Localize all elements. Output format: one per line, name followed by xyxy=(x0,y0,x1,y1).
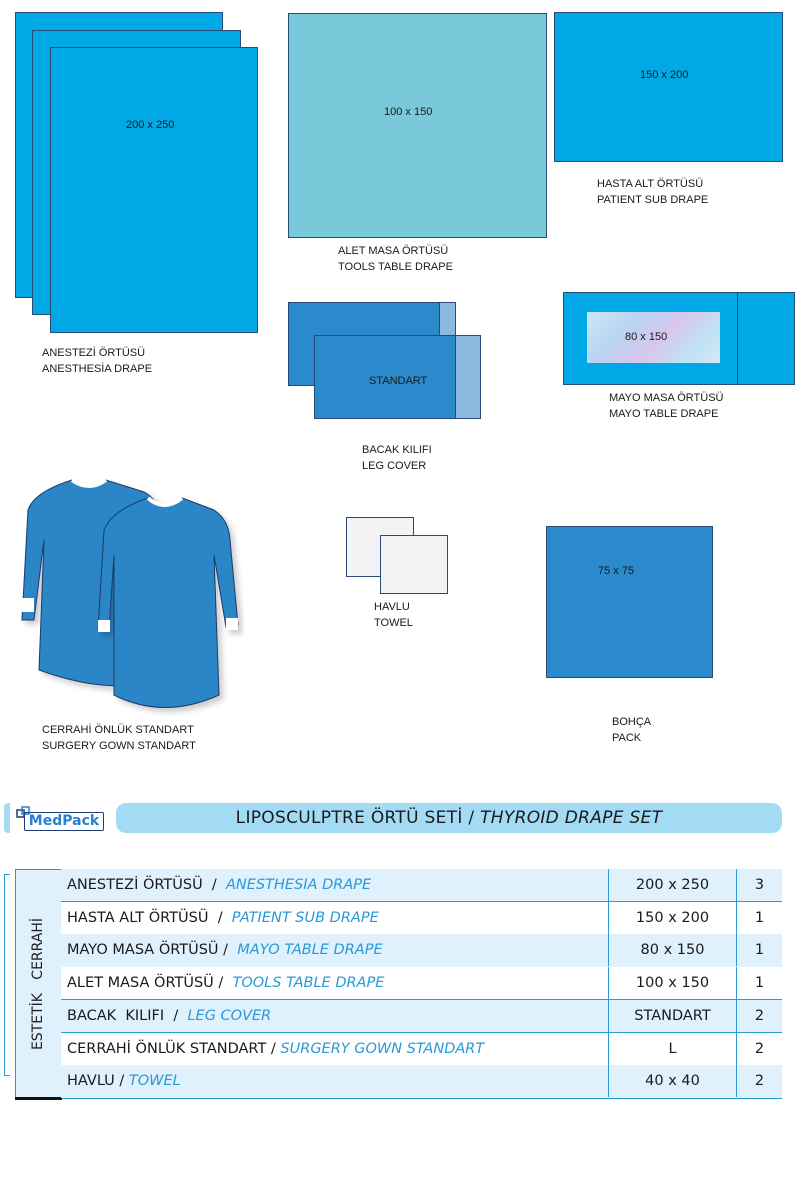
item-name-cell xyxy=(67,1065,181,1097)
surgery-gown-label-tr: CERRAHİ ÖNLÜK STANDART xyxy=(42,724,194,736)
table-row xyxy=(61,1065,782,1098)
category-label: ESTETİK CERRAHİ xyxy=(30,917,46,1051)
table-row xyxy=(61,902,782,935)
item-quantity-cell: 2 xyxy=(736,1065,782,1097)
item-size-cell: 150 x 200 xyxy=(608,902,736,934)
anesthesia-drape-sheet-front xyxy=(50,47,258,333)
mayo-table-drape-cover-area xyxy=(587,312,720,363)
pack-sheet xyxy=(546,526,713,678)
table-row xyxy=(61,869,782,902)
item-name-cell xyxy=(67,934,383,966)
category-bracket xyxy=(4,874,10,1076)
item-name-cell xyxy=(67,902,379,934)
leg-cover-size: STANDART xyxy=(369,375,428,387)
patient-sub-drape-label-en: PATIENT SUB DRAPE xyxy=(597,194,709,206)
item-size-cell: 80 x 150 xyxy=(608,934,736,966)
item-name-tr: MAYO MASA ÖRTÜSÜ / xyxy=(67,942,238,959)
title-separator: / xyxy=(462,808,481,828)
table-row xyxy=(61,1033,782,1066)
leg-cover-front-flap xyxy=(454,335,481,419)
item-name-en: LEG COVER xyxy=(187,1007,272,1024)
gown-front-icon xyxy=(98,498,238,708)
item-name-en: TOOLS TABLE DRAPE xyxy=(232,975,385,992)
item-size-cell: 40 x 40 xyxy=(608,1065,736,1097)
logo-text: MedPack xyxy=(24,812,104,831)
title-en: THYROID DRAPE SET xyxy=(480,808,663,828)
leg-cover-label-en: LEG COVER xyxy=(362,460,427,472)
table-row xyxy=(61,1000,782,1033)
towel-front xyxy=(380,535,448,594)
item-name-en: SURGERY GOWN STANDART xyxy=(280,1040,485,1057)
item-name-en: MAYO TABLE DRAPE xyxy=(237,942,383,959)
pack-label-en: PACK xyxy=(612,732,642,744)
item-quantity-cell: 2 xyxy=(736,1033,782,1065)
anesthesia-drape-label-en: ANESTHESİA DRAPE xyxy=(42,363,153,375)
mayo-table-drape-label-tr: MAYO MASA ÖRTÜSÜ xyxy=(609,392,724,404)
item-name-cell xyxy=(67,1000,271,1032)
item-name-cell xyxy=(67,967,384,999)
item-size-cell: STANDART xyxy=(608,1000,736,1032)
patient-sub-drape-label-tr: HASTA ALT ÖRTÜSÜ xyxy=(597,178,704,190)
item-name-cell xyxy=(67,869,371,901)
medpack-logo xyxy=(16,806,108,832)
surgery-gown-illustration xyxy=(14,470,244,720)
item-quantity-cell: 1 xyxy=(736,967,782,999)
item-name-en: TOWEL xyxy=(128,1073,181,1090)
title-tr: LIPOSCULPTRE ÖRTÜ SETİ xyxy=(235,808,463,828)
tools-table-drape-sheet xyxy=(288,13,547,238)
pack-size: 75 x 75 xyxy=(598,565,635,577)
leg-cover-front xyxy=(314,335,456,419)
tools-table-drape-size: 100 x 150 xyxy=(384,106,433,118)
item-name-cell xyxy=(67,1033,484,1065)
tools-table-drape-label-en: TOOLS TABLE DRAPE xyxy=(338,261,453,273)
tools-table-drape-label-tr: ALET MASA ÖRTÜSÜ xyxy=(338,245,449,257)
mayo-table-drape-label-en: MAYO TABLE DRAPE xyxy=(609,408,719,420)
pack-label-tr: BOHÇA xyxy=(612,716,652,728)
item-size-cell: 100 x 150 xyxy=(608,967,736,999)
table-row xyxy=(61,934,782,967)
item-quantity-cell: 1 xyxy=(736,934,782,966)
mayo-table-drape-sheet xyxy=(563,292,795,385)
page-title xyxy=(116,803,782,833)
item-size-cell: L xyxy=(608,1033,736,1065)
patient-sub-drape-size: 150 x 200 xyxy=(640,69,689,81)
item-quantity-cell: 3 xyxy=(736,869,782,901)
patient-sub-drape-sheet xyxy=(554,12,783,162)
anesthesia-drape-label-tr: ANESTEZİ ÖRTÜSÜ xyxy=(42,347,146,359)
item-name-tr: HAVLU / xyxy=(67,1073,129,1090)
table-row xyxy=(61,967,782,1000)
surgery-gown-label-en: SURGERY GOWN STANDART xyxy=(42,740,196,752)
item-name-tr: BACAK KILIFI / xyxy=(67,1007,188,1024)
towel-label-tr: HAVLU xyxy=(374,601,410,613)
item-name-tr: CERRAHİ ÖNLÜK STANDART / xyxy=(67,1040,281,1057)
mayo-table-drape-fold-line xyxy=(737,293,738,384)
item-name-tr: HASTA ALT ÖRTÜSÜ / xyxy=(67,909,232,926)
item-name-en: ANESTHESIA DRAPE xyxy=(226,877,372,893)
item-name-tr: ALET MASA ÖRTÜSÜ / xyxy=(67,975,233,992)
item-quantity-cell: 1 xyxy=(736,902,782,934)
towel-label-en: TOWEL xyxy=(374,617,413,629)
anesthesia-drape-size: 200 x 250 xyxy=(126,119,175,131)
mayo-table-drape-size: 80 x 150 xyxy=(625,331,668,343)
item-quantity-cell: 2 xyxy=(736,1000,782,1032)
item-size-cell: 200 x 250 xyxy=(608,869,736,901)
item-name-tr: ANESTEZİ ÖRTÜSÜ / xyxy=(67,877,227,893)
leg-cover-label-tr: BACAK KILIFI xyxy=(362,444,432,456)
item-name-en: PATIENT SUB DRAPE xyxy=(231,909,379,926)
header-left-accent xyxy=(4,803,10,833)
category-cell-bottom-rule xyxy=(15,1097,62,1100)
